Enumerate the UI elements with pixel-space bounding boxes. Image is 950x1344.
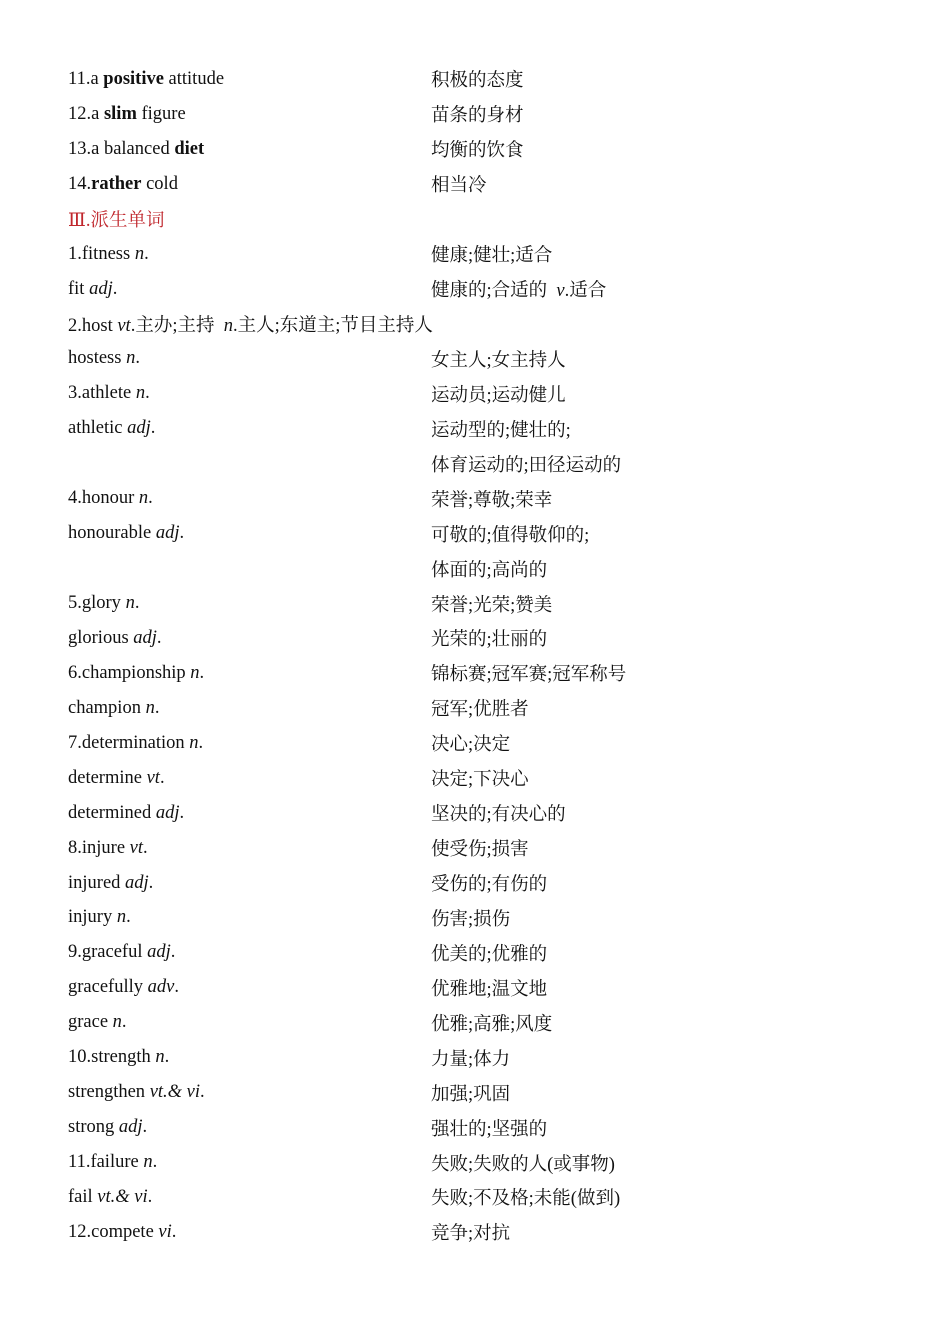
phrase-row [68, 167, 898, 202]
word-en: 5.glory n. [68, 593, 140, 614]
word-en: 3.athlete n. [68, 383, 150, 404]
word-row [68, 342, 898, 377]
word-cn: 荣誉;尊敬;荣幸 [431, 490, 553, 511]
word-cn: 可敬的;值得敬仰的; [431, 525, 590, 546]
word-cn: 使受伤;损害 [431, 840, 529, 861]
word-en: gracefully adv. [68, 977, 179, 998]
word-en: 8.injure vt. [68, 837, 148, 858]
word-en: athletic adj. [68, 418, 156, 439]
word-cn: 力量;体力 [431, 1049, 511, 1070]
word-en: injury n. [68, 907, 131, 928]
word-row [68, 446, 898, 481]
word-cn: 加强;巩固 [431, 1084, 511, 1105]
word-row [68, 1075, 898, 1110]
phrase-en: 13.a balanced diet [68, 138, 205, 159]
word-row [68, 237, 898, 272]
word-row [68, 831, 898, 866]
word-en: injured adj. [68, 872, 154, 893]
phrase-en: 12.a slim figure [68, 103, 186, 124]
word-en: champion n. [68, 697, 160, 718]
word-row [68, 761, 898, 796]
word-cn: 伤害;损伤 [431, 909, 511, 930]
phrase-en: 11.a positive attitude [68, 68, 225, 89]
word-en: 1.fitness n. [68, 243, 149, 264]
word-en: 12.compete vi. [68, 1221, 177, 1242]
word-row [68, 551, 898, 586]
word-en: grace n. [68, 1012, 127, 1033]
word-cn: 优美的;优雅的 [431, 944, 548, 965]
phrase-cn: 积极的态度 [431, 71, 524, 92]
word-row [68, 272, 898, 307]
word-en: fail vt.& vi. [68, 1186, 153, 1207]
section-heading-row [68, 202, 898, 237]
word-row [68, 656, 898, 691]
phrase-cn: 均衡的饮食 [431, 141, 524, 162]
word-cn: 优雅地;温文地 [431, 979, 548, 1000]
word-row [68, 796, 898, 831]
word-row [68, 621, 898, 656]
word-cn: 决心;决定 [431, 735, 511, 756]
word-row [68, 691, 898, 726]
word-cn: 健康;健壮;适合 [431, 246, 553, 267]
word-cn: 失败;不及格;未能(做到) [431, 1189, 621, 1210]
word-cn: 健康的;合适的 v.适合 [431, 281, 607, 302]
phrase-row [68, 97, 898, 132]
word-en-full: 2.host vt.主办;主持 n.主人;东道主;节目主持人 [68, 316, 433, 337]
word-row [68, 1005, 898, 1040]
word-row [68, 411, 898, 446]
document-page [68, 62, 898, 1250]
word-row [68, 1215, 898, 1250]
word-cn: 受伤的;有伤的 [431, 875, 548, 896]
word-row [68, 481, 898, 516]
word-cn: 坚决的;有决心的 [431, 805, 566, 826]
word-row [68, 901, 898, 936]
word-row [68, 1180, 898, 1215]
word-row [68, 1145, 898, 1180]
word-row [68, 1110, 898, 1145]
word-row [68, 970, 898, 1005]
word-cn: 强壮的;坚强的 [431, 1119, 548, 1140]
word-cn: 光荣的;壮丽的 [431, 630, 548, 651]
word-en: glorious adj. [68, 627, 162, 648]
word-cn: 女主人;女主持人 [431, 350, 566, 371]
word-cn: 锦标赛;冠军赛;冠军称号 [431, 665, 627, 686]
phrase-en: 14.rather cold [68, 173, 178, 194]
word-cn: 决定;下决心 [431, 770, 529, 791]
word-row [68, 376, 898, 411]
word-row-full [68, 307, 898, 342]
word-cn: 冠军;优胜者 [431, 700, 529, 721]
word-cn: 运动型的;健壮的; [431, 420, 571, 441]
word-en: 11.failure n. [68, 1152, 158, 1173]
word-cn: 体面的;高尚的 [431, 560, 548, 581]
word-en: hostess n. [68, 348, 140, 369]
word-en: 6.championship n. [68, 662, 205, 683]
word-en: strengthen vt.& vi. [68, 1082, 205, 1103]
word-en: fit adj. [68, 278, 118, 299]
word-en: 9.graceful adj. [68, 942, 176, 963]
word-cn: 竞争;对抗 [431, 1224, 511, 1245]
word-en: strong adj. [68, 1117, 148, 1138]
word-row [68, 935, 898, 970]
word-en: determine vt. [68, 767, 165, 788]
word-cn: 运动员;运动健儿 [431, 385, 566, 406]
word-cn: 荣誉;光荣;赞美 [431, 595, 553, 616]
section-heading: Ⅲ.派生单词 [68, 211, 165, 232]
word-cn: 体育运动的;田径运动的 [431, 455, 622, 476]
word-row [68, 586, 898, 621]
word-en: 4.honour n. [68, 488, 153, 509]
phrase-cn: 苗条的身材 [431, 106, 524, 127]
word-row [68, 726, 898, 761]
phrase-row [68, 132, 898, 167]
word-row [68, 516, 898, 551]
word-en: 10.strength n. [68, 1047, 170, 1068]
word-cn: 失败;失败的人(或事物) [431, 1154, 615, 1175]
word-row [68, 866, 898, 901]
word-en: 7.determination n. [68, 732, 204, 753]
word-row [68, 1040, 898, 1075]
phrase-row [68, 62, 898, 97]
word-en: honourable adj. [68, 523, 185, 544]
word-cn: 优雅;高雅;风度 [431, 1014, 553, 1035]
phrase-cn: 相当冷 [431, 176, 487, 197]
word-en: determined adj. [68, 802, 185, 823]
